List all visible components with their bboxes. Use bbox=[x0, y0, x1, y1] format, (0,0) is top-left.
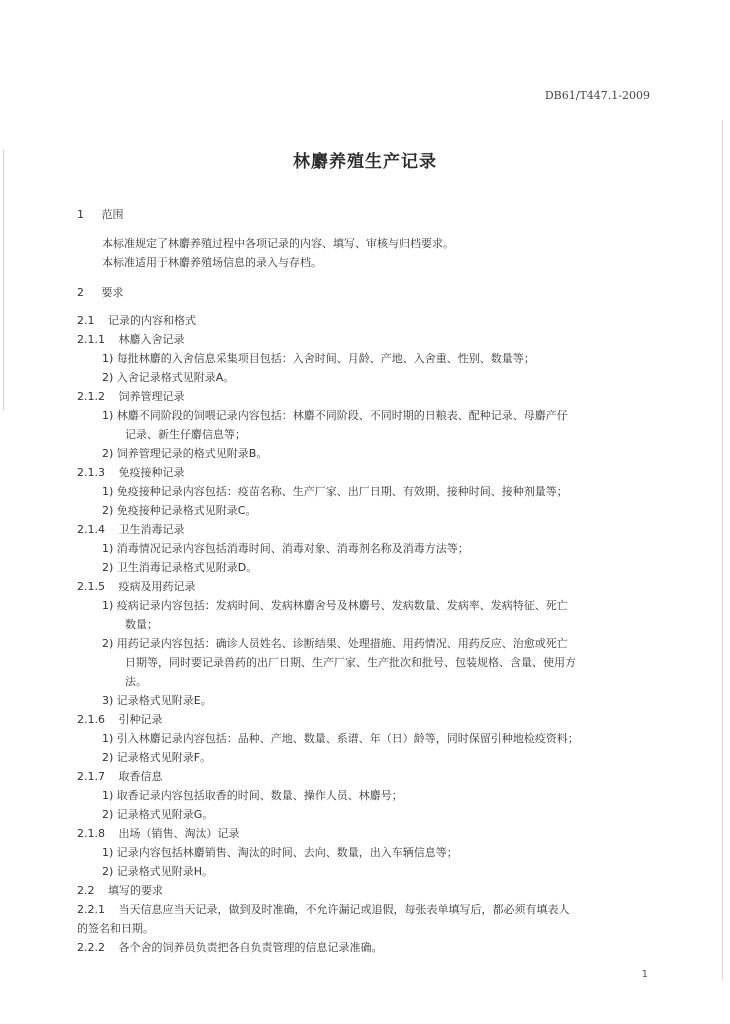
section-number: 2.2.1 bbox=[77, 903, 105, 916]
section-2-1-3-heading bbox=[77, 466, 185, 480]
section-title: 范围 bbox=[101, 208, 124, 221]
list-item: 3) 记录格式见附录E。 bbox=[102, 694, 212, 707]
section-title: 记录的内容和格式 bbox=[108, 314, 196, 327]
paragraph: 本标准规定了林麝养殖过程中各项记录的内容、填写、审核与归档要求。 bbox=[102, 237, 454, 250]
section-number: 2.2 bbox=[77, 884, 95, 897]
section-2-1-7-heading bbox=[77, 770, 163, 784]
section-title: 林麝入舍记录 bbox=[118, 333, 185, 346]
section-title: 出场（销售、淘汰）记录 bbox=[118, 827, 240, 840]
list-item: 2) 用药记录内容包括：确诊人员姓名、诊断结果、处理措施、用药情况、用药反应、治愈或死亡 bbox=[102, 637, 568, 650]
section-2-2-1 bbox=[77, 903, 570, 917]
section-number: 2.1.1 bbox=[77, 333, 105, 346]
section-title: 饲养管理记录 bbox=[118, 390, 185, 403]
document-number: DB61/T447.1-2009 bbox=[544, 89, 650, 102]
scan-edge-mark bbox=[722, 120, 723, 980]
section-number: 2.1.4 bbox=[77, 523, 105, 536]
section-title: 疫病及用药记录 bbox=[118, 580, 196, 593]
section-2-1-6-heading bbox=[77, 713, 163, 727]
section-number: 2.1.2 bbox=[77, 390, 105, 403]
list-item: 1) 消毒情况记录内容包括消毒时间、消毒对象、消毒剂名称及消毒方法等； bbox=[102, 542, 469, 555]
list-item: 2) 记录格式见附录F。 bbox=[102, 751, 212, 764]
list-item: 1) 每批林麝的入舍信息采集项目包括：入舍时间、月龄、产地、入舍重、性别、数量等； bbox=[102, 352, 535, 365]
section-title: 取香信息 bbox=[118, 770, 163, 783]
section-1-heading bbox=[77, 208, 124, 222]
section-number: 2.1.6 bbox=[77, 713, 105, 726]
list-item: 1) 林麝不同阶段的饲喂记录内容包括：林麝不同阶段、不同时期的日粮表、配种记录、母麝产仔 bbox=[102, 409, 568, 422]
list-item-continuation: 记录、新生仔麝信息等； bbox=[125, 428, 246, 441]
section-title: 要求 bbox=[101, 286, 124, 299]
section-title: 引种记录 bbox=[118, 713, 163, 726]
section-2-1-8-heading bbox=[77, 827, 240, 841]
section-number: 2.1.3 bbox=[77, 466, 105, 479]
list-item: 2) 免疫接种记录格式见附录C。 bbox=[102, 504, 257, 517]
paragraph: 各个舍的饲养员负责把各自负责管理的信息记录准确。 bbox=[118, 941, 383, 954]
section-number: 2.1.8 bbox=[77, 827, 105, 840]
list-item: 2) 入舍记录格式见附录A。 bbox=[102, 371, 235, 384]
page-title: 林麝养殖生产记录 bbox=[293, 152, 437, 172]
section-2-1-5-heading bbox=[77, 580, 196, 594]
list-item: 1) 取香记录内容包括取香的时间、数量、操作人员、林麝号； bbox=[102, 789, 403, 802]
list-item-continuation: 日期等，同时要记录兽药的出厂日期、生产厂家、生产批次和批号、包装规格、含量、使用方 bbox=[125, 656, 576, 669]
page-number: 1 bbox=[641, 969, 648, 980]
list-item-continuation: 数量； bbox=[125, 618, 158, 631]
section-number: 2 bbox=[77, 286, 84, 299]
section-title: 填写的要求 bbox=[108, 884, 163, 897]
list-item: 1) 疫病记录内容包括：发病时间、发病林麝舍号及林麝号、发病数量、发病率、发病特征、死亡 bbox=[102, 599, 568, 612]
section-number: 1 bbox=[77, 208, 84, 221]
section-number: 2.1 bbox=[77, 314, 95, 327]
paragraph: 当天信息应当天记录，做到及时准确，不允许漏记或追假，每张表单填写后，都必须有填表人 bbox=[118, 903, 570, 916]
section-number: 2.2.2 bbox=[77, 941, 105, 954]
section-2-1-2-heading bbox=[77, 390, 185, 404]
list-item: 2) 记录格式见附录H。 bbox=[102, 865, 214, 878]
section-2-1-4-heading bbox=[77, 523, 185, 537]
section-title: 卫生消毒记录 bbox=[118, 523, 185, 536]
section-number: 2.1.7 bbox=[77, 770, 105, 783]
list-item: 1) 免疫接种记录内容包括：疫苗名称、生产厂家、出厂日期、有效期、接种时间、接种剂量等； bbox=[102, 485, 568, 498]
paragraph-continuation: 的签名和日期。 bbox=[77, 922, 154, 935]
list-item: 2) 饲养管理记录的格式见附录B。 bbox=[102, 447, 268, 460]
scan-edge-mark bbox=[3, 150, 4, 410]
list-item: 2) 记录格式见附录G。 bbox=[102, 808, 214, 821]
paragraph: 本标准适用于林麝养殖场信息的录入与存档。 bbox=[102, 256, 322, 269]
section-2-heading bbox=[77, 286, 124, 300]
section-number: 2.1.5 bbox=[77, 580, 105, 593]
list-item: 1) 引入林麝记录内容包括：品种、产地、数量、系谱、年（日）龄等，同时保留引种地检疫资料； bbox=[102, 732, 579, 745]
list-item: 1) 记录内容包括林麝销售、淘汰的时间、去向、数量，出入车辆信息等； bbox=[102, 846, 458, 859]
section-2-2-heading bbox=[77, 884, 163, 898]
list-item-continuation: 法。 bbox=[125, 675, 147, 688]
section-2-1-1-heading bbox=[77, 333, 185, 347]
section-title: 免疫接种记录 bbox=[118, 466, 185, 479]
section-2-2-2 bbox=[77, 941, 383, 955]
list-item: 2) 卫生消毒记录格式见附录D。 bbox=[102, 561, 258, 574]
section-2-1-heading bbox=[77, 314, 196, 328]
